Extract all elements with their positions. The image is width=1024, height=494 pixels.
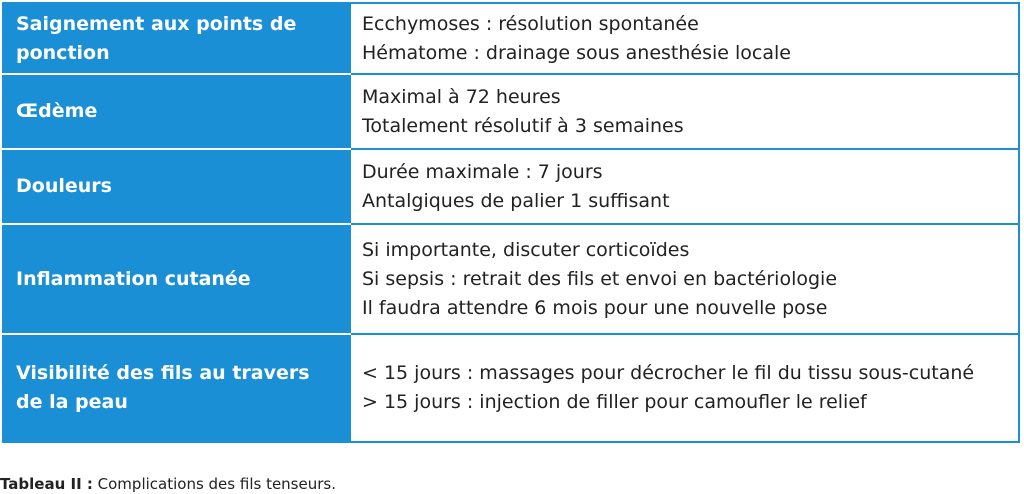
table-caption <box>0 475 336 494</box>
detail-line: > 15 jours : injection de filler pour camoufler le relief <box>362 391 867 413</box>
detail-line: Totalement résolutif à 3 semaines <box>362 114 684 137</box>
row-label: Visibilité des fils au travers de la peau <box>3 334 350 442</box>
caption-label: Tableau II : <box>0 475 93 493</box>
row-detail <box>350 224 1019 334</box>
detail-line: Si sepsis : retrait des fils et envoi en bactériologie <box>362 267 838 290</box>
row-label: Œdème <box>3 74 350 149</box>
detail-line: Si importante, discuter corticoïdes <box>362 238 690 261</box>
row-label: Douleurs <box>3 149 350 224</box>
detail-line: Maximal à 72 heures <box>362 85 561 108</box>
row-detail <box>350 3 1019 74</box>
row-detail <box>350 74 1019 149</box>
row-label: Inflammation cutanée <box>3 224 350 334</box>
complications-table <box>2 2 1020 443</box>
table-row <box>3 149 1019 224</box>
detail-line: Il faudra attendre 6 mois pour une nouvelle pose <box>362 296 828 319</box>
detail-line: Ecchymoses : résolution spontanée <box>362 12 699 35</box>
table-row <box>3 334 1019 442</box>
row-label: Saignement aux points de ponction <box>3 3 350 74</box>
detail-line: Hématome : drainage sous anesthésie locale <box>362 41 791 64</box>
detail-line: < 15 jours : massages pour décrocher le fil du tissu sous-cutané <box>362 362 975 384</box>
table-row <box>3 3 1019 74</box>
row-detail <box>350 149 1019 224</box>
row-detail <box>350 334 1019 442</box>
detail-line: Antalgiques de palier 1 suffisant <box>362 189 670 212</box>
caption-text: Complications des fils tenseurs. <box>92 475 336 493</box>
table-row <box>3 224 1019 334</box>
detail-line: Durée maximale : 7 jours <box>362 160 603 183</box>
table-row <box>3 74 1019 149</box>
